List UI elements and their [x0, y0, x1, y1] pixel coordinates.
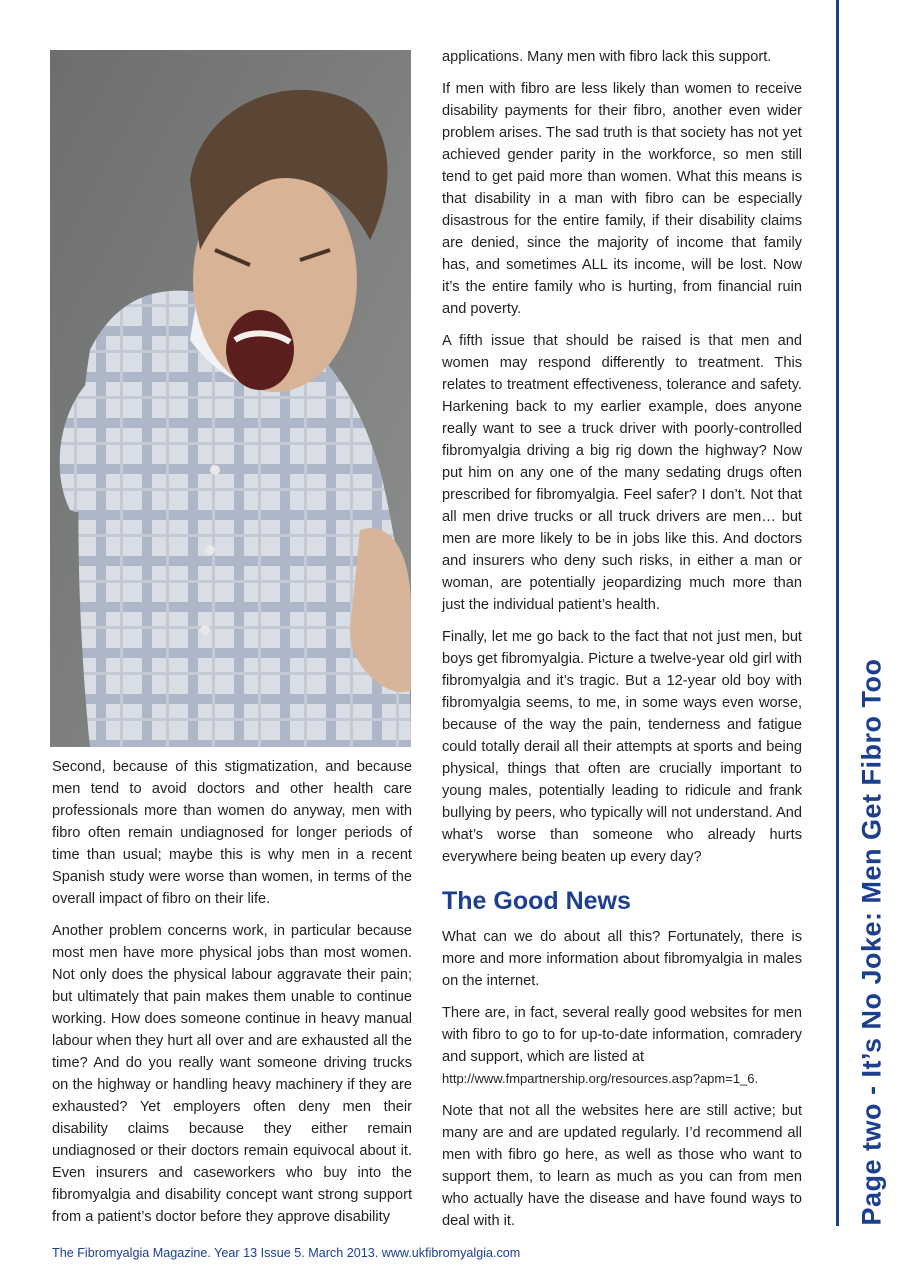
photo-icon: [50, 50, 411, 747]
paragraph: A fifth issue that should be raised is that men and women may respond differently to treatment. This relates to treatment effectiveness, tolerance and safety. Harkening back to my earlier example, does anyone really want to see a truck driver with poorly-controlled fibromyalgia driving a big rig down the highway? Now put him on any one of the many sedating drugs often prescribed for fibromyalgia. Feel safer? I don’t. Not that all men drive trucks or all truck drivers are men… but men are more likely to be in jobs like this. And doctors and insurers who deny such risks, in either a man or woman, are potentially jeopardizing much more than just the individual patient’s health.: [442, 333, 802, 613]
right-column: [442, 46, 802, 1242]
paragraph: Finally, let me go back to the fact that not just men, but boys get fibromyalgia. Picture a twelve-year old girl with fibromyalgia and it’s tragic. But a 12-year old boy with fibromyalgia seems, to me, in some ways even worse, because of the way the pain, tenderness and fatigue could totally derail all their attempts at sports and being physical, things that often are crucially important to young males, potentially leading to ridicule and frank bullying by peers, who typically will not understand. And what’s worse than someone who already hurts everywhere being beaten up every day?: [442, 629, 802, 865]
paragraph: Note that not all the websites here are still active; but many are and are updated regularly. I’d recommend all men with fibro go here, as well as those who want to support them, to learn as much as you can from men who actually have the disease and have found ways to deal with it.: [442, 1103, 802, 1229]
side-title: Page two - It’s No Joke: Men Get Fibro Too: [856, 658, 887, 1226]
section-heading: The Good News: [442, 887, 631, 915]
resource-link[interactable]: http://www.fmpartnership.org/resources.asp?apm=1_6.: [442, 1071, 759, 1086]
left-column: [52, 756, 412, 1238]
paragraph: Another problem concerns work, in particular because most men have more physical jobs than most women. Not only does the physical labour aggravate their pain; but ultimately that pain makes them unable to continue working. How does someone continue in heavy manual labour when they hurt all over and are exhausted all the time? And do you really want someone driving trucks on the highway or handling heavy machinery if they are exhausted? Yet employers often deny men their disability claims because they either remain undiagnosed or their doctors remain equivocal about it. Even insurers and caseworkers who buy into the fibromyalgia and disability concept want strong support from a patient’s doctor before they approve disability: [52, 923, 412, 1225]
paragraph-text: There are, in fact, several really good websites for men with fibro to go to for up-to-date information, comradery and support, which are listed at: [442, 1005, 802, 1065]
side-divider: [836, 0, 839, 1226]
paragraph: applications. Many men with fibro lack this support.: [442, 49, 772, 65]
footer: The Fibromyalgia Magazine. Year 13 Issue 5. March 2013. www.ukfibromyalgia.com: [52, 1246, 521, 1260]
article-photo: [50, 50, 411, 747]
paragraph: [442, 1002, 802, 1090]
paragraph: What can we do about all this? Fortunately, there is more and more information about fibromyalgia in males on the internet.: [442, 929, 802, 989]
paragraph: Second, because of this stigmatization, and because men tend to avoid doctors and other health care professionals more than women do anyway, men with fibro often remain undiagnosed for longer periods of time than usual; maybe this is why men in a recent Spanish study were worse than women, in terms of the overall impact of fibro on their life.: [52, 759, 412, 907]
paragraph: If men with fibro are less likely than women to receive disability payments for their fibro, another even wider problem arises. The sad truth is that society has not yet achieved gender parity in the workforce, so men still tend to get paid more than women. What this means is that disability in a man with fibro can be especially disastrous for the entire family, if their disability claims are denied, since the majority of income that family has, and sometimes ALL its income, will be lost. Now it’s the entire family who is hurting, from financial ruin and poverty.: [442, 81, 802, 317]
